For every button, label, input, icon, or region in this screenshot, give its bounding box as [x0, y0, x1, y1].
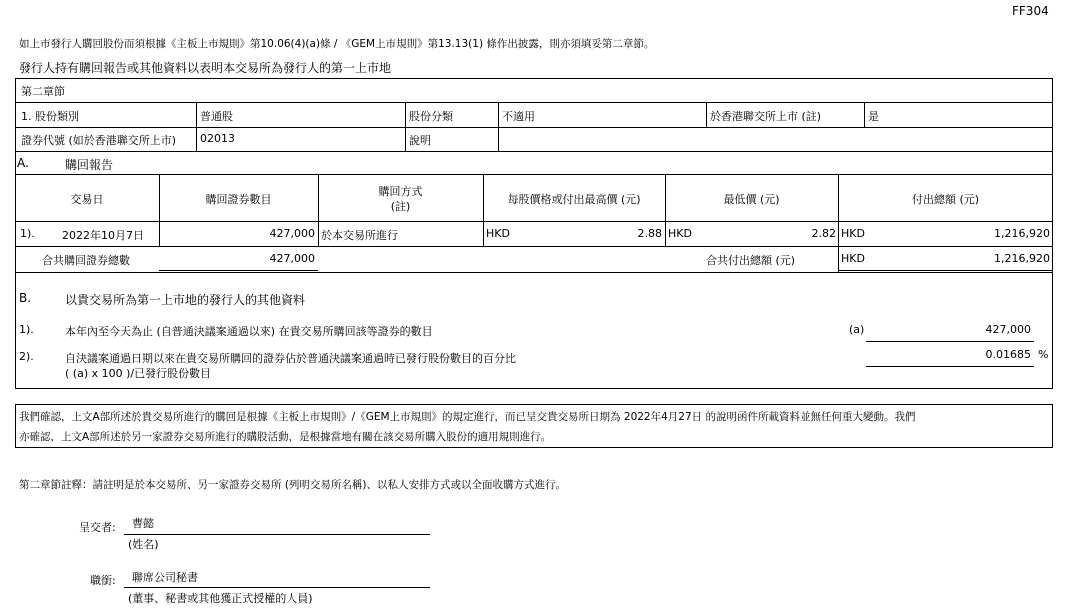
row-high-currency: HKD	[486, 227, 510, 240]
item2-value: 0.01685	[985, 348, 1031, 361]
col-qty-header: 購回證券數目	[205, 193, 272, 206]
code-label: 證券代號 (如於香港聯交所上市)	[21, 134, 177, 147]
title-value: 聯席公司秘書	[132, 571, 198, 584]
share-type-label: 股份分類	[409, 110, 453, 123]
sum-qty: 427,000	[269, 252, 315, 265]
connect-label: 於香港聯交所上市 (註)	[710, 110, 822, 123]
sum-qty-label: 合共購回證券總數	[42, 254, 130, 267]
col-date-header: 交易日	[70, 193, 104, 206]
section-note: 第二章節註釋：請註明是於本交易所、另一家證券交易所 (列明交易所名稱)、以私人安排方式或以全面收購方式進行。	[19, 479, 567, 491]
item2-index: 2).	[19, 350, 34, 363]
row-method: 於本交易所進行	[321, 229, 398, 242]
row-high: 2.88	[637, 227, 662, 240]
intro-heading: 發行人持有購回報告或其他資料以表明本交易所為發行人的第一上市地	[19, 61, 392, 75]
confirmation-line-2: 亦確認，上文A部所述於另一家證券交易所進行的購股活動，是根據當地有關在該交易所購入股份的適用規則進行。	[19, 431, 552, 443]
submitter-label: 呈交者:	[79, 521, 116, 534]
item1-tag: (a)	[849, 323, 865, 336]
part-b-title: 以貴交易所為第一上市地的發行人的其他資料	[65, 293, 306, 307]
item2-text: 自決議案通過日期以來在貴交易所購回的證券佔於普通決議案通過時已發行股份數目的百分比	[65, 352, 516, 365]
form-code: FF304	[1012, 4, 1049, 18]
item1-value: 427,000	[985, 323, 1031, 336]
col-low-header: 最低價 (元)	[723, 193, 780, 206]
sum-paid-label: 合共付出總額 (元)	[706, 254, 796, 267]
intro-text: 如上市發行人購回股份而須根據《主板上市規則》第10.06(4)(a)條 / 《GEM上市規則》第13.13(1) 條作出披露，則亦須填妥第二章節。	[19, 38, 655, 50]
row-low-currency: HKD	[668, 227, 692, 240]
share-type-value: 不適用	[502, 110, 535, 123]
title-caption: (董事、秘書或其他獲正式授權的人員)	[128, 592, 313, 605]
col-method-header: 購回方式	[378, 185, 423, 198]
row-low: 2.82	[811, 227, 836, 240]
code-value: 02013	[200, 132, 235, 145]
row-index: 1).	[20, 227, 35, 240]
sum-paid-currency: HKD	[841, 252, 865, 265]
row-date: 2022年10月7日	[62, 229, 144, 242]
submitter-caption: (姓名)	[128, 538, 159, 551]
row-total-currency: HKD	[841, 227, 865, 240]
share-class-label: 1. 股份類別	[21, 110, 79, 123]
col-high-header: 每股價格或付出最高價 (元)	[507, 193, 641, 206]
col-method-note: (註)	[390, 200, 411, 213]
section-title: 第二章節	[21, 85, 65, 98]
connect-value: 是	[868, 110, 879, 123]
item2-unit: %	[1038, 348, 1049, 361]
item2-formula: ( (a) x 100 )/已發行股份數目	[65, 367, 212, 380]
title-label: 職銜:	[90, 574, 116, 587]
part-a-title: 購回報告	[65, 158, 114, 172]
submitter-value: 曹懿	[132, 517, 154, 530]
part-b-letter: B.	[19, 291, 32, 305]
part-a-letter: A.	[17, 156, 29, 170]
share-class-value: 普通股	[200, 110, 233, 123]
row-total: 1,216,920	[994, 227, 1050, 240]
confirmation-line-1: 我們確認，上文A部所述於貴交易所進行的購回是根據《主板上市規則》/《GEM上市規則》的規定進行，而已呈交貴交易所日期為 2022年4月27日 的說明函件所載資料並無任何重大變動。我們	[19, 411, 916, 423]
desc-label: 說明	[409, 134, 431, 147]
row-qty: 427,000	[269, 227, 315, 240]
item1-index: 1).	[19, 323, 34, 336]
sum-paid: 1,216,920	[994, 252, 1050, 265]
col-total-header: 付出總額 (元)	[911, 193, 980, 206]
item1-text: 本年內至今天為止 (自普通決議案通過以來) 在貴交易所購回該等證券的數目	[65, 325, 433, 338]
